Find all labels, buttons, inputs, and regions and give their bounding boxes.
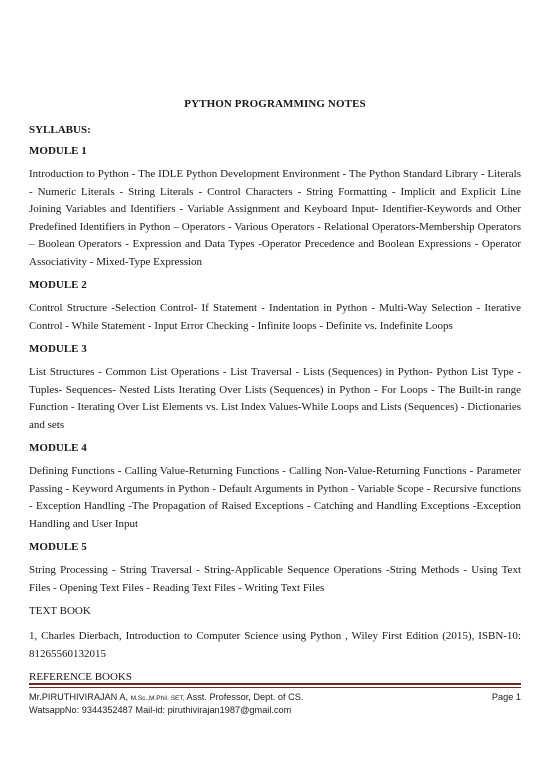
- footer-rule-thick: [29, 683, 521, 685]
- module-2-text: Control Structure -Selection Control- If Statement - Indentation in Python - Multi-Way Selection - Iterative Control - While Statement - Input Error Checking - Infinite loops - Definite vs. Indefinite Loops: [29, 302, 521, 332]
- footer-contact: WatsappNo: 9344352487 Mail-id: piruthivirajan1987@gmail.com: [29, 705, 292, 715]
- footer-author-name: Mr.PIRUTHIVIRAJAN A,: [29, 692, 129, 702]
- module-1-heading: MODULE 1: [29, 145, 87, 157]
- module-1-text: Introduction to Python - The IDLE Python Development Environment - The Python Standard Library - Literals - Numeric Literals - String Literals - Control Characters - String Formatting - Implicit and Explicit Line Joining Variables and Identifiers - Variable Assignment and Keyboard Input- Identifier-Keywords and Other Predefined Identifiers in Python – Operators - Various Operators - Relational Operators-Membership Operators – Boolean Operators - Expression and Data Types -Operator Precedence and Boolean Expressions - Operator Associativity - Mixed-Type Expression: [29, 168, 521, 268]
- module-4-heading: MODULE 4: [29, 442, 87, 454]
- page-footer: [29, 683, 521, 715]
- footer-author-quals: M.Sc.,M.Phil. SET,: [130, 695, 185, 702]
- footer-author: [29, 692, 303, 702]
- reference-books-label: REFERENCE BOOKS: [29, 671, 132, 683]
- module-3-heading: MODULE 3: [29, 343, 87, 355]
- module-5-text: String Processing - String Traversal - String-Applicable Sequence Operations -String Methods - Using Text Files - Opening Text Files - Reading Text Files - Writing Text Files: [29, 564, 521, 594]
- document-title: PYTHON PROGRAMMING NOTES: [184, 98, 366, 110]
- textbook-entry: 1, Charles Dierbach, Introduction to Computer Science using Python , Wiley First Edition (2015), ISBN-10: 81265560132015: [29, 630, 521, 660]
- footer-page-number: Page 1: [491, 692, 521, 702]
- footer-author-line: [29, 692, 521, 702]
- module-3-text: List Structures - Common List Operations - List Traversal - Lists (Sequences) in Python- Python List Type - Tuples- Sequences- Nested Lists Iterating Over Lists (Sequences) in Python - For Loops - The Built-in range Function - Iterating Over List Elements vs. List Index Values-While Loops and Lists (Sequences) - Dictionaries and sets: [29, 366, 521, 431]
- document-body: [29, 98, 521, 694]
- module-5-heading: MODULE 5: [29, 541, 87, 553]
- footer-rule-thin: [29, 687, 521, 688]
- textbook-label: TEXT BOOK: [29, 605, 91, 617]
- module-4-text: Defining Functions - Calling Value-Returning Functions - Calling Non-Value-Returning Functions - Parameter Passing - Keyword Arguments in Python - Default Arguments in Python - Variable Scope - Recursive functions - Exception Handling -The Propagation of Raised Exceptions - Catching and Handling Exceptions -Exception Handling and User Input: [29, 465, 521, 530]
- footer-author-role: Asst. Professor, Dept. of CS.: [186, 692, 304, 702]
- syllabus-heading: SYLLABUS:: [29, 124, 91, 136]
- module-2-heading: MODULE 2: [29, 279, 87, 291]
